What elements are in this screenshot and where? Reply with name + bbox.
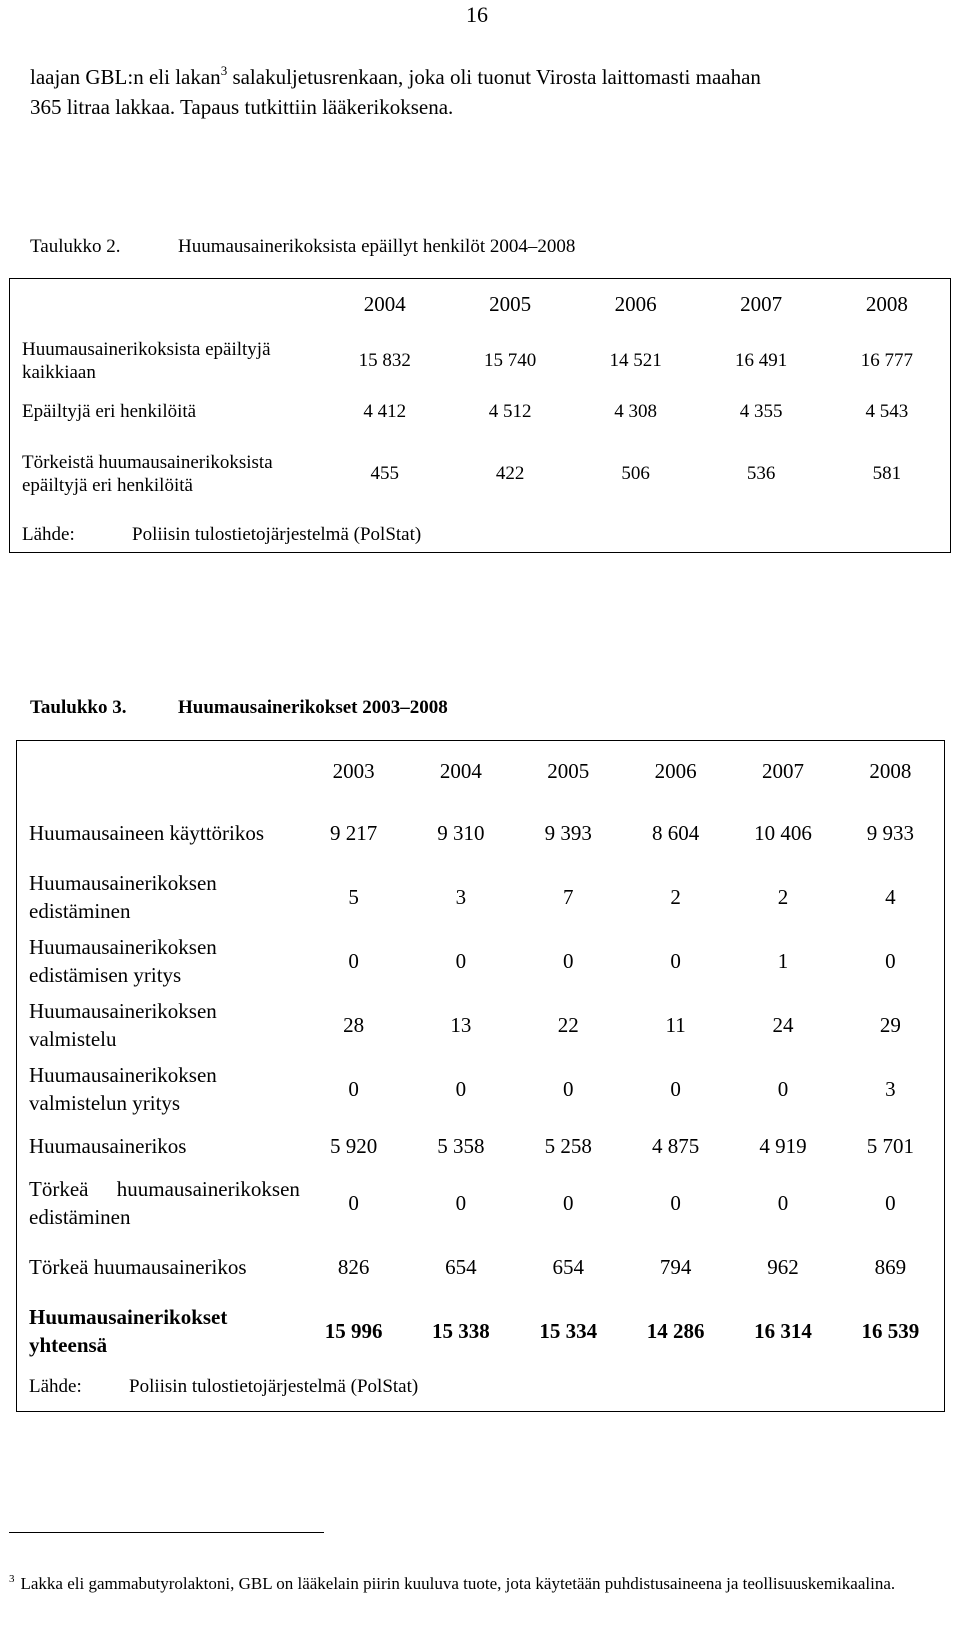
- table3-caption-title: Huumausainerikokset 2003–2008: [178, 697, 448, 718]
- table-cell: 8 604: [651, 820, 700, 845]
- table-row: [17, 1171, 945, 1235]
- table-cell: 0: [777, 1076, 789, 1101]
- table2-header-empty: [10, 279, 323, 330]
- table-cell: 0: [455, 1076, 467, 1101]
- table-cell: 4 919: [759, 1133, 807, 1158]
- table-cell: 16 777: [860, 350, 914, 371]
- table-cell: 0: [455, 1190, 467, 1215]
- table-cell: 4 412: [363, 400, 407, 422]
- table-cell: 0: [885, 1190, 896, 1215]
- table-cell: 0: [348, 1076, 359, 1101]
- table-row: [17, 1121, 945, 1171]
- table3-year-header: 2007: [761, 758, 804, 783]
- table-cell: 28: [343, 1012, 365, 1037]
- table2-year-header: 2005: [489, 291, 532, 316]
- total-cell: 14 286: [646, 1318, 705, 1343]
- table-cell: 1: [777, 948, 789, 973]
- table3-year-header: 2005: [547, 758, 590, 783]
- table-cell: 3: [885, 1076, 896, 1101]
- table-cell: 9 217: [329, 820, 378, 845]
- table3-year-header: 2004: [439, 758, 482, 783]
- table-row: [10, 329, 951, 393]
- table-cell: 11: [665, 1012, 686, 1037]
- table-cell: 536: [746, 463, 776, 484]
- table3-source-row: [17, 1363, 945, 1412]
- table-cell: 5 701: [866, 1133, 914, 1158]
- table3-caption-label: Taulukko 3.: [30, 697, 127, 718]
- table-cell: 2: [670, 884, 681, 909]
- row-label: Huumausainerikoksen edistäminen: [29, 871, 217, 923]
- row-label: Huumausainerikoksista epäiltyjä kaikkiaan: [22, 339, 271, 383]
- row-label: Törkeä huumausainerikoksen edistäminen: [29, 1177, 300, 1229]
- table-cell: 794: [659, 1254, 692, 1279]
- table2-caption: [30, 236, 575, 258]
- table2: [9, 278, 951, 553]
- total-cell: 15 338: [432, 1318, 490, 1343]
- table-cell: 0: [455, 948, 467, 973]
- table-row: [17, 1057, 945, 1121]
- table3-total-row: [17, 1299, 945, 1363]
- total-cell: 16 314: [754, 1318, 812, 1343]
- table-cell: 4 875: [651, 1133, 700, 1158]
- table-cell: 0: [348, 1190, 359, 1215]
- table-cell: 5 258: [544, 1133, 592, 1158]
- table-cell: 4 355: [739, 400, 783, 422]
- table-cell: 506: [621, 463, 650, 484]
- table-cell: 0: [670, 1190, 681, 1215]
- table-cell: 0: [563, 948, 574, 973]
- footnote-reference: 3: [220, 63, 228, 78]
- table-cell: 0: [348, 948, 359, 973]
- row-label: Huumausainerikoksen edistämisen yritys: [29, 935, 217, 987]
- row-label: Huumausainerikos: [29, 1134, 187, 1158]
- table2-year-header: 2007: [740, 291, 783, 316]
- row-label: Epäiltyjä eri henkilöitä: [22, 401, 197, 422]
- table-cell: 0: [563, 1190, 574, 1215]
- table-cell: 5 920: [329, 1133, 378, 1158]
- table-cell: 422: [495, 463, 525, 484]
- table-row: [10, 430, 951, 518]
- table-cell: 581: [872, 463, 902, 484]
- table-row: [17, 929, 945, 993]
- table3-year-header: 2003: [332, 758, 375, 783]
- table-cell: 13: [450, 1012, 472, 1037]
- table-cell: 4 512: [488, 400, 532, 422]
- total-cell: 15 334: [539, 1318, 598, 1343]
- table-cell: 455: [370, 463, 399, 484]
- table-cell: 962: [767, 1254, 799, 1279]
- total-label: Huumausainerikokset yhteensä: [29, 1305, 228, 1357]
- table-cell: 24: [772, 1012, 794, 1037]
- table-cell: 2: [777, 884, 789, 909]
- table-cell: 0: [670, 1076, 681, 1101]
- table-cell: 15 832: [358, 350, 411, 371]
- page-number: 16: [466, 2, 488, 27]
- table2-caption-label: Taulukko 2.: [30, 236, 121, 257]
- table-cell: 14 521: [609, 350, 662, 371]
- source-text: Poliisin tulostietojärjestelmä (PolStat): [129, 1376, 419, 1397]
- table-cell: 0: [563, 1076, 574, 1101]
- table-cell: 3: [455, 884, 467, 909]
- table-cell: 5 358: [437, 1133, 485, 1158]
- table-cell: 29: [879, 1012, 901, 1037]
- table2-header-row: [10, 279, 951, 330]
- footnote-number: 3: [9, 1573, 15, 1585]
- table-cell: 16 491: [734, 350, 788, 371]
- source-label: Lähde:: [29, 1376, 82, 1397]
- table3-source: [17, 1363, 945, 1412]
- table-row: [17, 865, 945, 929]
- table-cell: 5: [348, 884, 359, 909]
- table-cell: 9 933: [866, 820, 914, 845]
- total-cell: 16 539: [861, 1318, 920, 1343]
- table-cell: 22: [557, 1012, 579, 1037]
- table-cell: 654: [445, 1254, 477, 1279]
- table3-header-row: [17, 741, 945, 802]
- table-cell: 654: [552, 1254, 585, 1279]
- table-row: [17, 801, 945, 865]
- table-row: [10, 393, 951, 430]
- table-cell: 10 406: [754, 820, 812, 845]
- table2-source-row: [10, 518, 951, 553]
- table-row: [17, 993, 945, 1057]
- table-cell: 4 308: [614, 400, 657, 422]
- intro-paragraph: [30, 62, 945, 122]
- total-cell: 15 996: [324, 1318, 383, 1343]
- row-label: Huumausainerikoksen valmistelu: [29, 999, 217, 1051]
- row-label: Huumausainerikoksen valmistelun yritys: [29, 1063, 217, 1115]
- table-cell: 9 393: [544, 820, 592, 845]
- row-label: Huumausaineen käyttörikos: [29, 821, 265, 845]
- table2-year-header: 2008: [865, 291, 908, 316]
- table-cell: 7: [563, 884, 574, 909]
- source-text: Poliisin tulostietojärjestelmä (PolStat): [132, 524, 422, 545]
- table-cell: 826: [337, 1254, 370, 1279]
- table-cell: 9 310: [437, 820, 485, 845]
- row-label: Törkeistä huumausainerikoksista epäiltyjä eri henkilöitä: [22, 452, 273, 496]
- table-cell: 0: [777, 1190, 789, 1215]
- table-cell: 15 740: [484, 350, 537, 371]
- table3-year-header: 2008: [869, 758, 912, 783]
- table3-year-header: 2006: [654, 758, 697, 783]
- table3-header-empty: [17, 741, 300, 802]
- intro-line1-start: laajan GBL:n eli lakan: [30, 65, 221, 89]
- intro-line2: 365 litraa lakkaa. Tapaus tutkittiin lääkerikoksena.: [30, 95, 454, 119]
- table3-caption: [30, 697, 448, 719]
- row-label: Törkeä huumausainerikos: [29, 1255, 247, 1279]
- table-cell: 869: [874, 1254, 907, 1279]
- footnote-text: Lakka eli gammabutyrolaktoni, GBL on lääkelain piirin kuuluva tuote, jota käytetään puhdistusaineena ja teollisuuskemikaalina.: [20, 1574, 896, 1593]
- table2-caption-title: Huumausainerikoksista epäillyt henkilöt 2004–2008: [178, 236, 576, 257]
- table2-source: [10, 518, 951, 553]
- source-label: Lähde:: [22, 524, 75, 545]
- table-cell: 4: [885, 884, 896, 909]
- table-cell: 0: [670, 948, 681, 973]
- table-row: [17, 1235, 945, 1299]
- table-cell: 0: [885, 948, 896, 973]
- intro-line1-end: salakuljetusrenkaan, joka oli tuonut Virosta laittomasti maahan: [227, 65, 761, 89]
- footnote: [9, 1570, 944, 1597]
- table2-year-header: 2004: [363, 291, 406, 316]
- table2-year-header: 2006: [614, 291, 657, 316]
- table3: [16, 740, 945, 1412]
- footnote-divider: [9, 1532, 324, 1533]
- table-cell: 4 543: [865, 400, 909, 422]
